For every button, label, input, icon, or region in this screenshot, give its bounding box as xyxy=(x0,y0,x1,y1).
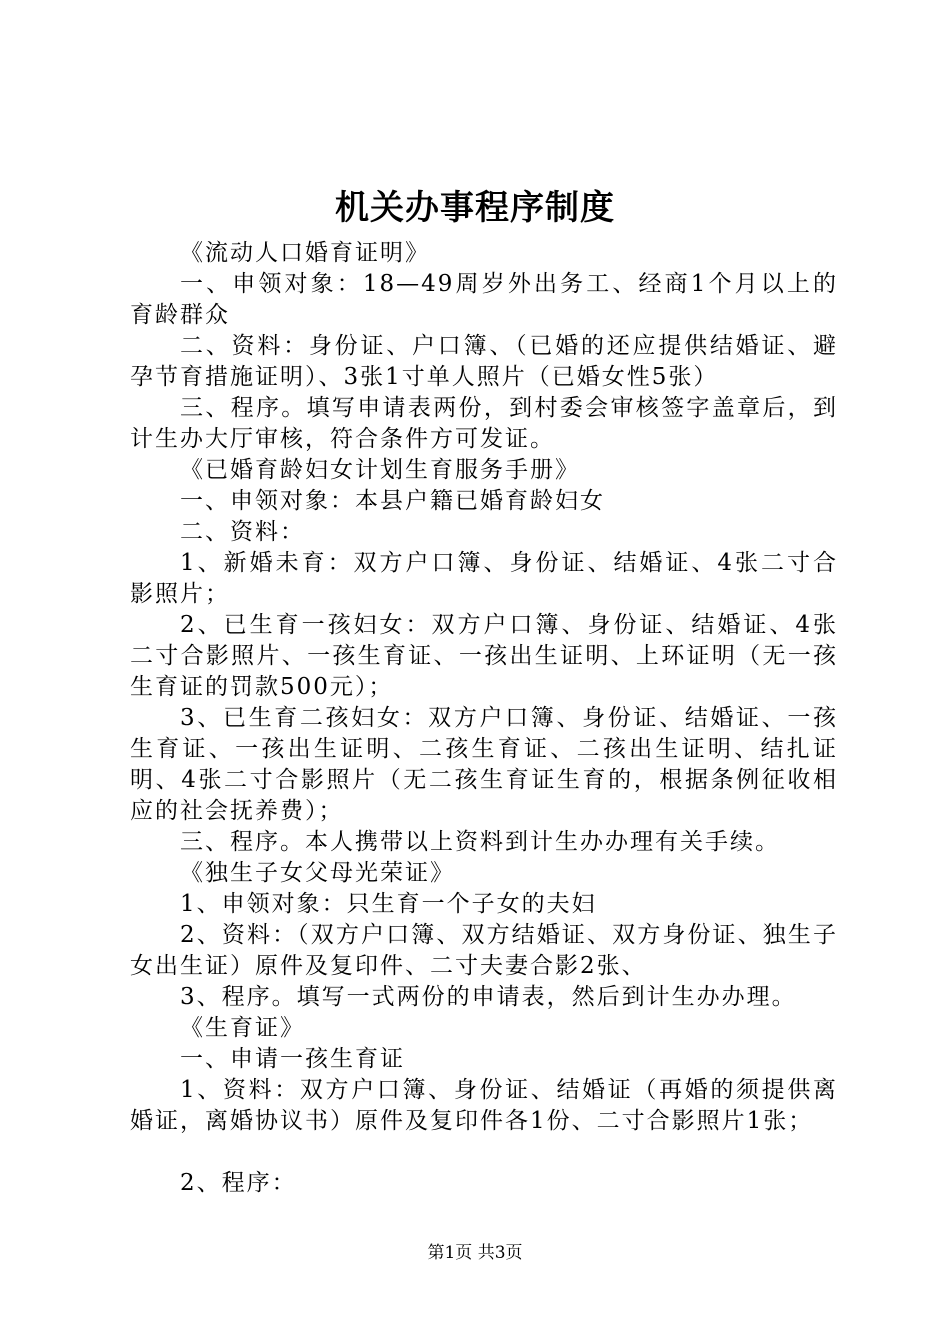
paragraph: 《生育证》 xyxy=(180,1015,305,1041)
paragraph: 三、程序。填写申请表两份，到村委会审核签字盖章后，到计生办大厅审核，符合条件方可发证。 xyxy=(130,395,838,452)
page-footer: 第1页 共3页 xyxy=(427,1243,523,1263)
paragraph: 《已婚育龄妇女计划生育服务手册》 xyxy=(180,457,580,483)
paragraph: 1、资料：双方户口簿、身份证、结婚证（再婚的须提供离婚证，离婚协议书）原件及复印件各1份、二寸合影照片1张； xyxy=(130,1077,838,1134)
paragraph: 《流动人口婚育证明》 xyxy=(180,240,430,266)
document-title: 机关办事程序制度 xyxy=(335,188,615,228)
paragraph: 2、程序： xyxy=(180,1170,297,1196)
paragraph: 1、新婚未育：双方户口簿、身份证、结婚证、4张二寸合影照片； xyxy=(130,550,838,607)
paragraph: 1、申领对象：只生育一个子女的夫妇 xyxy=(180,891,597,917)
paragraph: 3、已生育二孩妇女：双方户口簿、身份证、结婚证、一孩生育证、一孩出生证明、二孩生育证、二孩出生证明、结扎证明、4张二寸合影照片（无二孩生育证生育的，根据条例征收相应的社会抚养费）； xyxy=(130,705,838,824)
paragraph: 2、已生育一孩妇女：双方户口簿、身份证、结婚证、4张二寸合影照片、一孩生育证、一孩出生证明、上环证明（无一孩生育证的罚款500元）； xyxy=(130,612,838,700)
paragraph: 2、资料：（双方户口簿、双方结婚证、双方身份证、独生子女出生证）原件及复印件、二寸夫妻合影2张、 xyxy=(130,922,838,979)
paragraph: 三、程序。本人携带以上资料到计生办办理有关手续。 xyxy=(180,829,780,855)
paragraph: 一、申领对象：本县户籍已婚育龄妇女 xyxy=(180,488,605,514)
paragraph: 二、资料：身份证、户口簿、（已婚的还应提供结婚证、避孕节育措施证明）、3张1寸单人照片（已婚女性5张） xyxy=(130,333,838,390)
paragraph: 3、程序。填写一式两份的申请表，然后到计生办办理。 xyxy=(180,984,797,1010)
paragraph: 一、申请一孩生育证 xyxy=(180,1046,405,1072)
paragraph: 二、资料： xyxy=(180,519,305,545)
paragraph: 《独生子女父母光荣证》 xyxy=(180,860,455,886)
paragraph: 一、申领对象：18—49周岁外出务工、经商1个月以上的育龄群众 xyxy=(130,271,838,328)
document-body xyxy=(130,238,838,1199)
